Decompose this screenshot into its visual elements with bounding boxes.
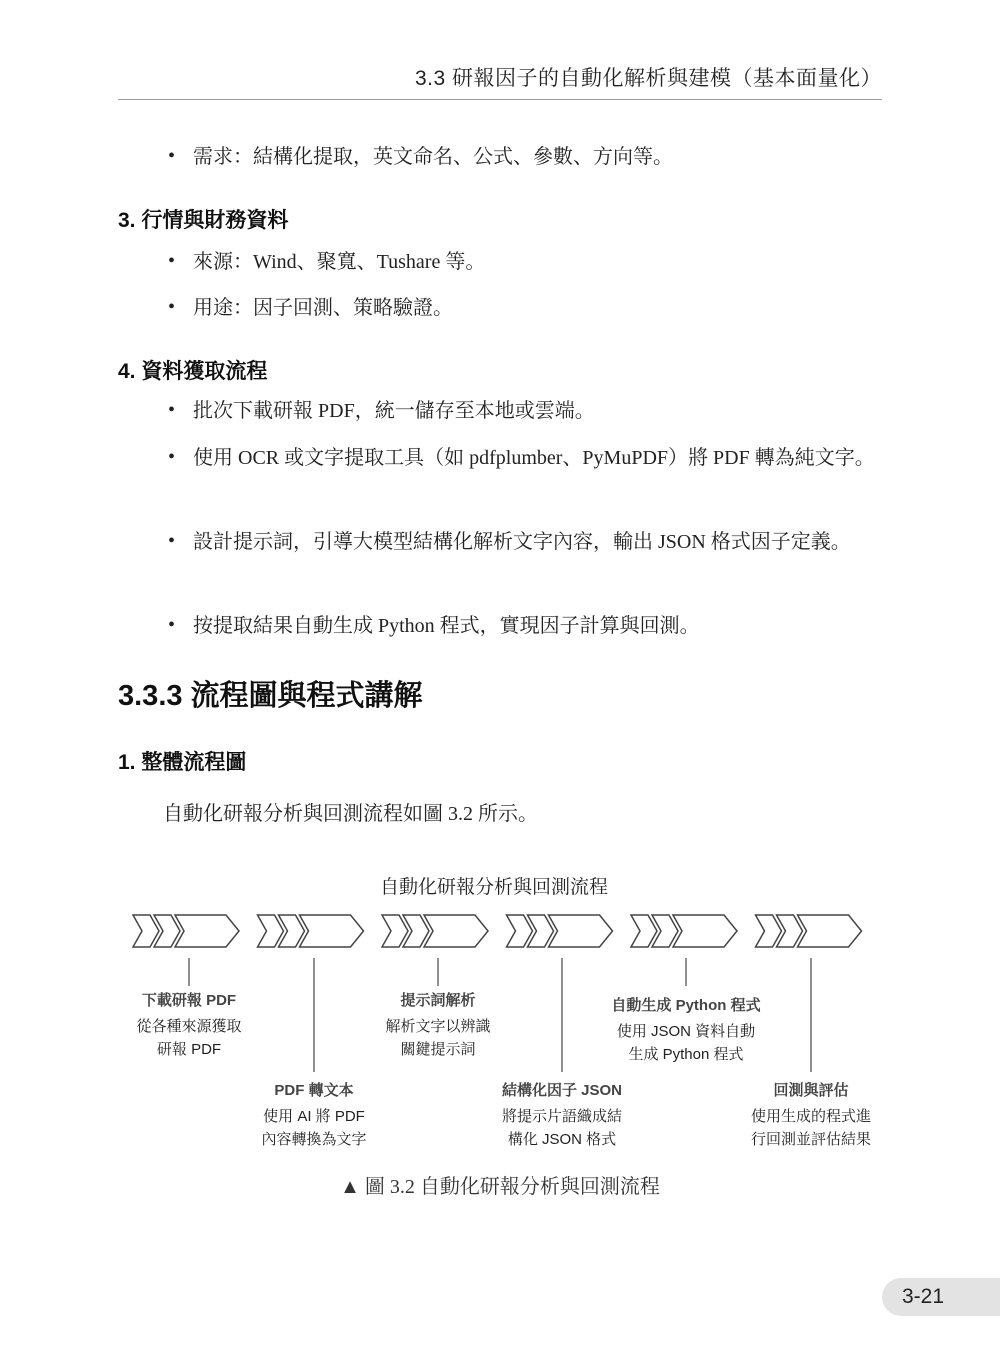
step-arrow-icon — [300, 915, 364, 947]
bullet-marker: • — [168, 250, 176, 272]
chevron-icon — [258, 915, 284, 947]
header-rule — [118, 99, 882, 100]
step-description: 生成 Python 程式 — [628, 1046, 744, 1063]
bullet-marker: • — [168, 614, 176, 636]
section-4-heading: 4. 資料獲取流程 — [118, 360, 268, 383]
figure-intro-paragraph: 自動化研報分析與回測流程如圖 3.2 所示。 — [163, 803, 538, 825]
overall-flowchart-heading: 1. 整體流程圖 — [118, 751, 247, 774]
step-description: 行回測並評估結果 — [750, 1131, 872, 1148]
step-description: 關鍵提示詞 — [400, 1041, 476, 1058]
step-description: 內容轉換為文字 — [261, 1131, 367, 1148]
running-header: 3.3 研報因子的自動化解析與建模（基本面量化） — [414, 67, 882, 90]
step-description: 將提示片語織成結 — [501, 1108, 623, 1125]
chevron-icon — [777, 915, 803, 947]
page-number: 3-21 — [901, 1285, 944, 1308]
step-title: PDF 轉文本 — [274, 1082, 354, 1099]
step-title: 自動生成 Python 程式 — [611, 997, 761, 1014]
section-333-heading: 3.3.3 流程圖與程式講解 — [118, 680, 423, 712]
chevron-icon — [382, 915, 408, 947]
step-arrow-icon — [549, 915, 613, 947]
bullet-marker: • — [168, 530, 176, 552]
step-description: 研報 PDF — [156, 1041, 222, 1058]
bullet-marker: • — [168, 145, 176, 167]
codegen-bullet: 按提取結果自動生成 Python 程式，實現因子計算與回測。 — [193, 615, 700, 637]
step-description: 使用生成的程式進 — [750, 1108, 872, 1125]
chevron-icon — [133, 915, 159, 947]
chevron-icon — [631, 915, 657, 947]
step-description: 從各種來源獲取 — [136, 1018, 242, 1035]
step-title: 下載研報 PDF — [141, 992, 237, 1009]
prompt-bullet: 設計提示詞，引導大模型結構化解析文字內容，輸出 JSON 格式因子定義。 — [193, 531, 851, 553]
bullet-marker: • — [168, 446, 176, 468]
chevron-icon — [279, 915, 305, 947]
chevron-icon — [507, 915, 533, 947]
source-bullet: 來源：Wind、聚寬、Tushare 等。 — [193, 251, 486, 273]
chevron-icon — [403, 915, 429, 947]
step-title: 結構化因子 JSON — [501, 1082, 623, 1099]
chevron-icon — [528, 915, 554, 947]
bullet-marker: • — [168, 296, 176, 318]
chevron-icon — [652, 915, 678, 947]
step-description: 構化 JSON 格式 — [507, 1131, 617, 1148]
download-bullet: 批次下載研報 PDF，統一儲存至本地或雲端。 — [193, 400, 595, 422]
step-description: 解析文字以辨識 — [385, 1018, 491, 1035]
chevron-icon — [154, 915, 180, 947]
requirement-bullet: 需求：結構化提取，英文命名、公式、參數、方向等。 — [193, 146, 673, 168]
ocr-bullet: 使用 OCR 或文字提取工具（如 pdfplumber、PyMuPDF）將 PDF 轉為純文字。 — [193, 447, 875, 469]
step-description: 使用 AI 將 PDF — [263, 1108, 365, 1125]
bullet-marker: • — [168, 399, 176, 421]
step-arrow-icon — [798, 915, 862, 947]
step-title: 回測與評估 — [773, 1082, 849, 1099]
step-arrow-icon — [424, 915, 488, 947]
flowchart-title: 自動化研報分析與回測流程 — [379, 877, 609, 898]
step-description: 使用 JSON 資料自動 — [616, 1023, 756, 1040]
figure-caption: ▲ 圖 3.2 自動化研報分析與回測流程 — [340, 1176, 660, 1198]
step-arrow-icon — [175, 915, 239, 947]
flowchart-diagram — [118, 860, 882, 1160]
step-title: 提示詞解析 — [400, 992, 476, 1009]
chevron-arrow-row — [133, 915, 862, 947]
section-3-heading: 3. 行情與財務資料 — [118, 209, 289, 232]
chevron-icon — [756, 915, 782, 947]
step-arrow-icon — [673, 915, 737, 947]
step-labels — [136, 991, 871, 1148]
usage-bullet: 用途：因子回測、策略驗證。 — [193, 297, 453, 319]
